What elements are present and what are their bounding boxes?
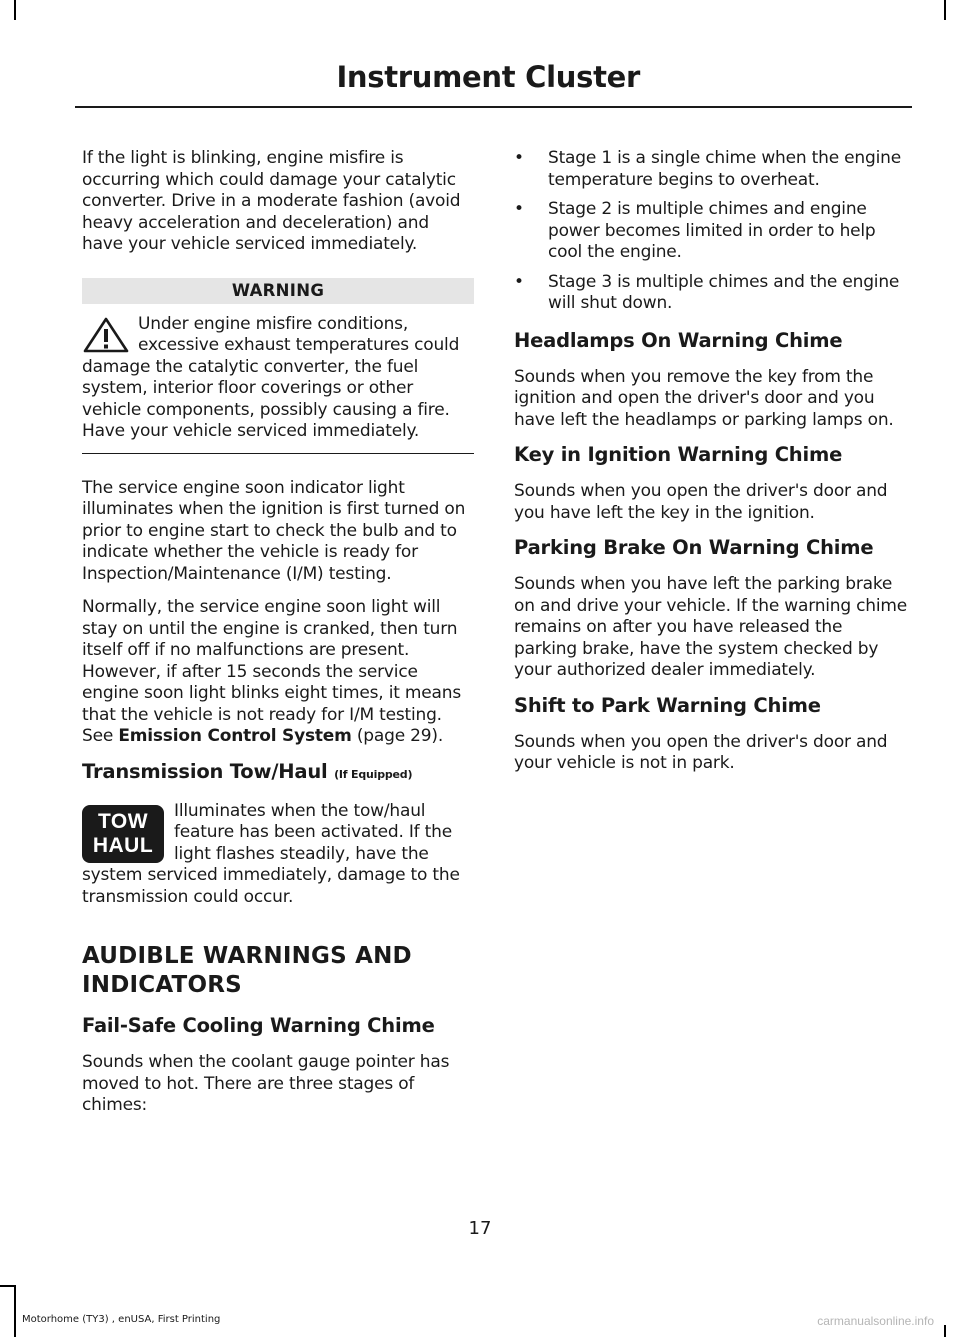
- right-column: [514, 148, 908, 787]
- warning-heading: WARNING: [82, 278, 474, 304]
- failsafe-text: Sounds when the coolant gauge pointer has moved to hot. There are three stages of chimes:: [82, 1052, 450, 1115]
- service-light-text: Normally, the service engine soon light will stay on until the engine is cranked, then turn itself off if no malfunctions are present. However, if after 15 seconds the service engine soon light blinks eight times, it means that the vehicle is not ready for I/M testing. See: [82, 597, 461, 746]
- crop-mark-top-right-v: [944, 0, 946, 20]
- left-column: [82, 148, 474, 1129]
- service-light-paragraph: [82, 597, 474, 748]
- tow-badge-line1: TOW: [97, 809, 149, 833]
- section-heading-line1: AUDIBLE WARNINGS AND: [82, 943, 412, 969]
- stages-list: [514, 148, 908, 315]
- emission-control-link[interactable]: Emission Control System: [118, 726, 352, 746]
- header-rule: [75, 106, 912, 108]
- list-item: • Stage 1 is a single chime when the engine temperature begins to overheat.: [514, 148, 908, 191]
- tow-badge-line2: HAUL: [92, 833, 154, 857]
- misfire-paragraph: If the light is blinking, engine misfire is occurring which could damage your catalytic converter. Drive in a moderate fashion (avoid heavy acceleration and deceleration) and have your vehicle serviced immediately.: [82, 148, 461, 254]
- tow-haul-heading: [82, 760, 474, 787]
- crop-mark-bottom-right-v: [944, 1325, 946, 1337]
- tow-haul-block: [82, 801, 474, 909]
- section-heading-line2: INDICATORS: [82, 972, 242, 998]
- footer-note: Motorhome (TY3) , enUSA, First Printing: [22, 1314, 221, 1325]
- tow-haul-icon: [82, 805, 164, 863]
- page-number: 17: [468, 1218, 492, 1239]
- service-indicator-paragraph: The service engine soon indicator light illuminates when the ignition is first turned on prior to engine start to check the bulb and to indicate whether the vehicle is ready for Inspection/Maintenance (I/M) testing.: [82, 477, 466, 584]
- shift-park-text: Sounds when you open the driver's door and your vehicle is not in park.: [514, 731, 888, 773]
- headlamps-heading: Headlamps On Warning Chime: [514, 328, 843, 352]
- key-ignition-heading: Key in Ignition Warning Chime: [514, 443, 843, 466]
- headlamps-text: Sounds when you remove the key from the ignition and open the driver's door and you have left the headlamps or parking lamps on.: [514, 366, 894, 430]
- tow-haul-text: Illuminates when the tow/haul feature has been activated. If the light flashes steadily, have the system serviced immediately, damage to the transmission could occur.: [82, 800, 460, 907]
- shift-park-heading: Shift to Park Warning Chime: [514, 693, 821, 717]
- section-heading: [82, 942, 474, 1000]
- crop-mark-top-left-v: [14, 0, 16, 20]
- crop-mark-bottom-left-v: [14, 1285, 16, 1337]
- warning-triangle-icon: [82, 316, 130, 354]
- tow-haul-heading-text: Transmission Tow/Haul: [82, 759, 328, 783]
- watermark[interactable]: carmanualsonline.info: [817, 1314, 934, 1328]
- list-item: • Stage 3 is multiple chimes and the engine will shut down.: [514, 272, 908, 315]
- page-header-title: Instrument Cluster: [336, 60, 640, 94]
- parking-brake-heading: Parking Brake On Warning Chime: [514, 536, 874, 559]
- warning-box: [82, 314, 474, 454]
- warning-text: Under engine misfire conditions, excessive exhaust temperatures could damage the catalytic converter, the fuel system, interior floor coverings or other vehicle components, possibly causing a fire. Have your vehicle serviced immediately.: [82, 313, 460, 441]
- page-reference: (page 29).: [351, 726, 444, 746]
- crop-mark-bottom-left-h: [0, 1285, 14, 1287]
- list-item: • Stage 2 is multiple chimes and engine power becomes limited in order to help cool the engine.: [514, 199, 908, 264]
- failsafe-heading: Fail-Safe Cooling Warning Chime: [82, 1014, 435, 1037]
- parking-brake-text: Sounds when you have left the parking brake on and drive your vehicle. If the warning chime remains on after you have released the parking brake, have the system checked by your authorized dealer immediately.: [514, 574, 908, 680]
- key-ignition-text: Sounds when you open the driver's door and you have left the key in the ignition.: [514, 481, 888, 523]
- if-equipped-note: (If Equipped): [334, 767, 413, 781]
